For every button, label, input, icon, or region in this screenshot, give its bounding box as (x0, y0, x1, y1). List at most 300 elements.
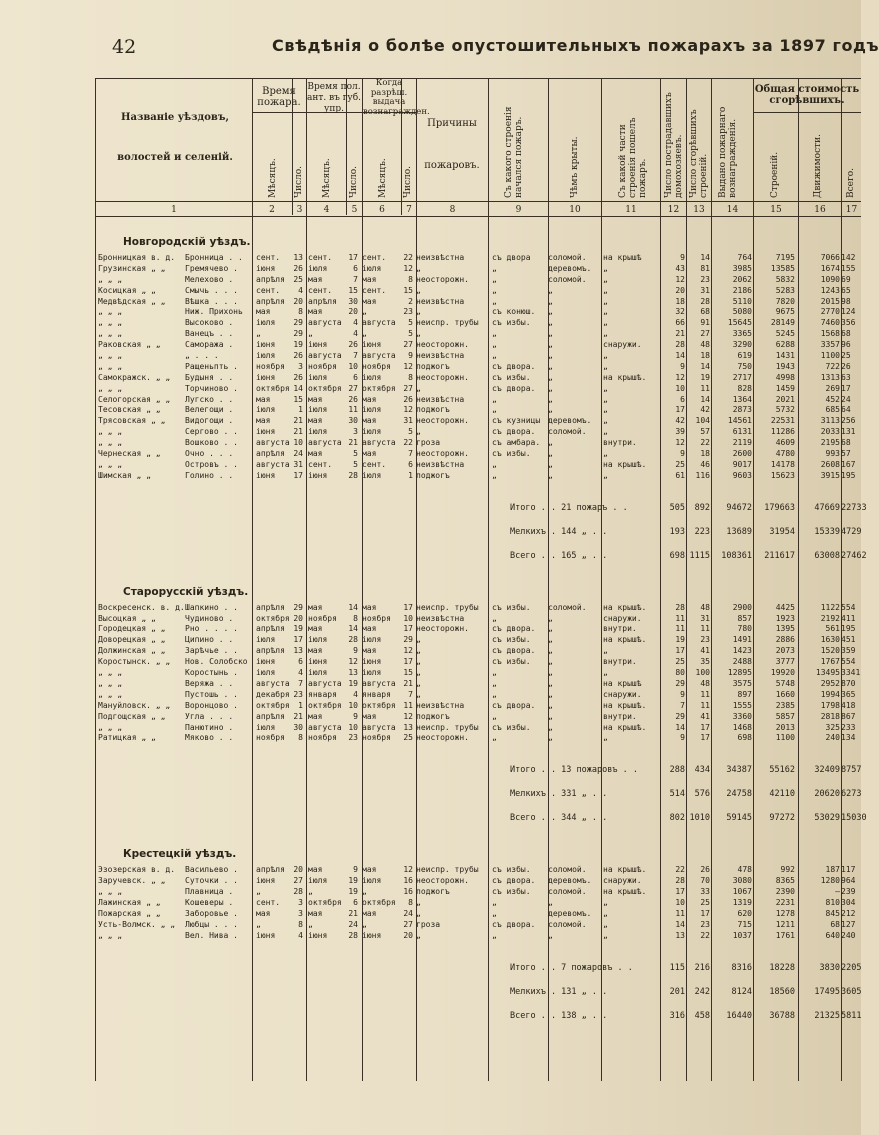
table-cell: Сергово . . (185, 427, 238, 437)
table-cell: 187 (825, 865, 840, 875)
table-cell: съ двора. (492, 700, 536, 710)
table-row (95, 646, 861, 657)
table-cell: 23 (700, 919, 710, 929)
table-cell: 7 (298, 678, 303, 688)
table-cell: 195 (841, 470, 856, 480)
table-cell: Ратицкая „ „ (98, 733, 156, 743)
table-cell: 14 (348, 624, 358, 634)
table-cell: мая (308, 307, 323, 317)
table-cell: „ (256, 919, 261, 929)
table-cell: 22 (700, 438, 710, 448)
table-cell: „ „ „ (98, 274, 123, 284)
table-cell: 993 (825, 449, 840, 459)
table-cell: октября (256, 613, 290, 623)
table-cell: 17 (348, 253, 358, 262)
table-cell: 25 (700, 897, 710, 907)
table-cell: августа (362, 318, 396, 328)
table-cell: 12895 (727, 668, 752, 678)
table-cell: іюня (362, 340, 382, 350)
table-cell: 9 (353, 711, 358, 721)
total-cell: 242 (694, 986, 710, 997)
table-cell: неизвѣстна (416, 459, 465, 469)
total-cell: 6273 (841, 789, 862, 800)
table-cell: іюля (362, 372, 382, 382)
table-cell: 41 (700, 646, 710, 656)
table-cell: мая (362, 711, 377, 721)
table-cell: 1 (298, 700, 303, 710)
table-cell: 7 (680, 700, 685, 710)
table-cell: „ „ „ (98, 689, 123, 699)
table-cell: сент. (362, 285, 387, 295)
table-cell: 8 (298, 307, 303, 317)
table-cell: Заручевск. „ „ (98, 876, 166, 886)
table-cell: 1491 (732, 635, 752, 645)
table-cell: съ конюш. (492, 307, 536, 317)
table-cell: 715 (737, 919, 752, 929)
total-cell: 1115 (689, 550, 710, 561)
table-cell: 46 (700, 459, 710, 469)
table-cell: 5245 (775, 329, 795, 339)
total-cell: 179663 (764, 502, 795, 513)
header-buildings: Строеній. (770, 151, 780, 198)
table-cell: 14 (700, 253, 710, 262)
table-cell: мая (362, 865, 377, 875)
table-cell: 2021 (775, 394, 795, 404)
table-cell: 1090 (820, 274, 840, 284)
table-cell: іюня (308, 470, 328, 480)
table-cell: Мяково . . (185, 733, 234, 743)
table-cell: 2186 (732, 285, 752, 295)
table-cell: „ (548, 678, 553, 688)
table-cell: 19 (348, 678, 358, 688)
table-cell: неизвѣстна (416, 351, 465, 361)
total-cell: 8316 (731, 962, 752, 973)
table-cell: 18 (700, 449, 710, 459)
table-cell: „ (548, 405, 553, 415)
table-cell: мая (362, 274, 377, 284)
table-cell: 17 (403, 602, 413, 612)
table-cell: 10 (348, 722, 358, 732)
table-cell: 26 (293, 372, 303, 382)
total-cell: 1010 (689, 813, 710, 824)
total-cell: 698 (669, 550, 685, 561)
table-cell: 10 (675, 897, 685, 907)
table-cell: „ (548, 613, 553, 623)
table-cell: 750 (737, 361, 752, 371)
table-cell: ноября (256, 361, 285, 371)
table-cell: 16 (403, 876, 413, 886)
table-cell: 992 (780, 865, 795, 875)
table-cell: 19 (293, 624, 303, 634)
table-cell: 17 (675, 405, 685, 415)
table-cell: апрѣля (256, 274, 285, 284)
table-cell: гроза (416, 919, 441, 929)
table-cell: 19 (348, 876, 358, 886)
table-cell: 2900 (732, 602, 752, 612)
table-cell: „ (492, 678, 497, 688)
table-cell: „ (603, 318, 608, 328)
table-cell: Шапкино . . (185, 602, 238, 612)
table-cell: августа (308, 722, 342, 732)
table-cell: Велегощи . (185, 405, 234, 415)
table-row (95, 307, 861, 318)
table-cell: 1067 (732, 887, 752, 897)
table-cell: 1122 (820, 602, 840, 612)
header-burnt-households: Число пострадавшихъ домохозяевъ. (664, 92, 684, 198)
table-cell: деревомъ. (548, 876, 592, 886)
total-cell: 63008 (814, 550, 840, 561)
table-cell: „ (416, 908, 421, 918)
table-cell: 28 (348, 470, 358, 480)
table-cell: 2770 (820, 307, 840, 317)
table-cell: мая (256, 416, 271, 426)
table-cell: „ (492, 908, 497, 918)
table-cell: 4780 (775, 449, 795, 459)
total-cell: 316 (669, 1010, 685, 1021)
table-cell: ноября (256, 733, 285, 743)
table-cell: 65 (841, 285, 851, 295)
table-cell: 3 (298, 897, 303, 907)
table-cell: „ (416, 285, 421, 295)
table-cell: 6 (353, 372, 358, 382)
table-cell: октября (308, 383, 342, 393)
table-cell: августа (362, 678, 396, 688)
table-cell: „ (256, 887, 261, 897)
page-title: Свѣдѣнія о болѣе опустошительныхъ пожарахъ за 1897 годъ (272, 36, 879, 55)
table-cell: 1459 (775, 383, 795, 393)
table-cell: 21 (293, 711, 303, 721)
table-cell: 14 (675, 919, 685, 929)
table-cell: мая (362, 602, 377, 612)
table-cell: „ (603, 908, 608, 918)
table-cell: „ (492, 897, 497, 907)
table-cell: съ двора. (492, 361, 536, 371)
table-cell: внутри. (603, 657, 637, 667)
table-cell: 7 (353, 351, 358, 361)
fire-records-table (95, 232, 867, 1042)
total-label: Итого . . 13 пожаровъ . . (510, 765, 638, 776)
table-cell: Панютино . (185, 722, 234, 732)
page-number: 42 (112, 36, 137, 58)
table-cell: „ (603, 351, 608, 361)
total-label: Итого . . 21 пожаръ . . (510, 502, 628, 513)
table-cell: поджогъ (416, 887, 450, 897)
table-cell: 10 (348, 361, 358, 371)
table-cell: 12 (675, 274, 685, 284)
table-cell: 7460 (820, 318, 840, 328)
table-cell: 233 (841, 722, 856, 732)
table-cell: съ двора. (492, 624, 536, 634)
table-cell: внутри. (603, 624, 637, 634)
column-number: 1 (171, 205, 177, 215)
table-cell: съ двора (492, 253, 531, 262)
table-cell: Воскресенск. в. д. (98, 602, 185, 612)
header-causes-bottom: пожаровъ. (424, 160, 480, 171)
table-cell: деревомъ. (548, 908, 592, 918)
table-cell: „ (548, 394, 553, 404)
table-cell: 31 (700, 285, 710, 295)
table-cell: 365 (841, 689, 856, 699)
table-cell: 15 (403, 285, 413, 295)
table-cell: 3915 (820, 470, 840, 480)
table-row (95, 253, 861, 264)
total-row (95, 782, 861, 806)
table-cell: 12 (403, 405, 413, 415)
table-cell: соломой. (548, 919, 587, 929)
table-cell: снаружи. (603, 613, 642, 623)
table-cell: на крышѣ. (603, 372, 647, 382)
table-cell: 867 (841, 711, 856, 721)
header-month: Мѣсяцъ. (378, 158, 388, 198)
table-cell: внутри. (603, 711, 637, 721)
table-cell: августа (362, 438, 396, 448)
table-cell: „ (603, 470, 608, 480)
table-cell: на крышѣ. (603, 722, 647, 732)
table-cell: апрѣля (256, 646, 285, 656)
table-cell: 1468 (732, 722, 752, 732)
table-cell: 2013 (775, 722, 795, 732)
table-cell: 4 (298, 930, 303, 940)
header-part: Съ какой части строенія пошелъ пожаръ. (618, 117, 648, 198)
table-cell: 17 (700, 908, 710, 918)
table-cell: 25 (293, 274, 303, 284)
table-cell: 828 (737, 383, 752, 393)
table-cell: 15 (403, 668, 413, 678)
table-cell: „ „ „ (98, 351, 123, 361)
table-cell: 11 (675, 624, 685, 634)
table-cell: „ (492, 613, 497, 623)
table-cell: августа (362, 351, 396, 361)
table-cell: на крышѣ. (603, 887, 647, 897)
table-cell: на крышѣ (603, 253, 642, 262)
table-cell: Бронница . . (185, 253, 243, 262)
table-cell: сент. (308, 285, 333, 295)
total-cell: 22733 (841, 502, 867, 513)
table-cell: апрѣля (256, 296, 285, 306)
table-cell: 5283 (775, 285, 795, 295)
table-cell: „ (603, 427, 608, 437)
table-cell: „ (603, 930, 608, 940)
table-cell: октября (362, 700, 396, 710)
table-cell: 256 (841, 416, 856, 426)
table-cell: „ (256, 329, 261, 339)
table-cell: „ „ „ (98, 307, 123, 317)
table-cell: 1994 (820, 689, 840, 699)
table-cell: на крышѣ. (603, 700, 647, 710)
table-cell: 870 (841, 678, 856, 688)
total-cell: 20620 (814, 789, 840, 800)
table-cell: 239 (841, 887, 856, 897)
table-cell: 6 (353, 897, 358, 907)
table-cell: 3290 (732, 340, 752, 350)
table-cell: 14561 (727, 416, 752, 426)
table-row (95, 449, 861, 460)
table-cell: 13 (348, 668, 358, 678)
table-cell: 7 (408, 449, 413, 459)
table-cell: соломой. (548, 427, 587, 437)
table-cell: соломой. (548, 887, 587, 897)
table-cell: мая (362, 908, 377, 918)
table-row (95, 635, 861, 646)
table-cell: 1568 (820, 329, 840, 339)
table-cell: августа (362, 722, 396, 732)
total-cell: 8124 (731, 986, 752, 997)
table-cell: Должинская „ „ (98, 646, 166, 656)
table-cell: 48 (700, 340, 710, 350)
table-cell: 14 (293, 383, 303, 393)
table-cell: „ „ „ (98, 459, 123, 469)
table-cell: 28 (700, 296, 710, 306)
table-cell: 116 (695, 470, 710, 480)
table-cell: 1037 (732, 930, 752, 940)
table-cell: 1660 (775, 689, 795, 699)
table-cell: 6131 (732, 427, 752, 437)
table-cell: „ „ „ (98, 383, 123, 393)
table-cell: „ (416, 263, 421, 273)
table-cell: „ (548, 722, 553, 732)
table-cell: мая (308, 449, 323, 459)
table-cell: 2886 (775, 635, 795, 645)
table-cell: „ (548, 470, 553, 480)
table-cell: неизвѣстна (416, 253, 465, 262)
total-cell: 434 (694, 765, 710, 776)
table-cell: 19 (348, 887, 358, 897)
total-cell: 94672 (726, 502, 752, 513)
table-cell: мая (256, 394, 271, 404)
table-cell: 212 (841, 908, 856, 918)
table-cell: 21 (348, 438, 358, 448)
table-cell: іюня (256, 930, 276, 940)
table-cell: 1 (408, 470, 413, 480)
table-cell: „ (603, 919, 608, 929)
table-cell: 64 (841, 405, 851, 415)
table-cell: „ (548, 449, 553, 459)
table-cell: іюля (308, 427, 328, 437)
table-cell: 1630 (820, 635, 840, 645)
table-cell: 28149 (770, 318, 795, 328)
table-cell: Медвѣдская „ „ (98, 296, 166, 306)
total-label: Мелкихъ . 144 „ . . (510, 526, 608, 537)
table-cell: 32 (675, 307, 685, 317)
column-number: 2 (269, 205, 275, 215)
table-cell: 7066 (820, 253, 840, 262)
table-cell: 25 (841, 351, 851, 361)
table-cell: 68 (841, 438, 851, 448)
table-cell: 142 (841, 253, 856, 262)
table-cell: 29 (293, 602, 303, 612)
table-cell: „ (308, 919, 313, 929)
table-cell: мая (308, 394, 323, 404)
total-row (95, 980, 861, 1004)
table-cell: „ (548, 329, 553, 339)
table-cell: іюля (256, 405, 276, 415)
table-cell: Голино . . (185, 470, 234, 480)
table-cell: „ (492, 668, 497, 678)
table-cell: 28 (293, 887, 303, 897)
total-cell: 15030 (841, 813, 867, 824)
table-cell: 3357 (820, 340, 840, 350)
table-cell: 5 (408, 329, 413, 339)
table-cell: „ (416, 307, 421, 317)
table-cell: 845 (825, 908, 840, 918)
table-cell: 23 (348, 733, 358, 743)
table-cell: Доворецкая „ „ (98, 635, 166, 645)
table-cell: „ „ „ (98, 722, 123, 732)
total-cell: 13689 (726, 526, 752, 537)
total-cell: 514 (669, 789, 685, 800)
header-notice-time: Время пол. ант. въ губ. упр. (307, 82, 362, 114)
table-cell: ноября (362, 733, 391, 743)
table-cell: неосторожн. (416, 416, 469, 426)
table-cell: 14 (675, 722, 685, 732)
table-cell: 2073 (775, 646, 795, 656)
table-cell: 1278 (775, 908, 795, 918)
table-cell: іюля (362, 405, 382, 415)
table-cell: 12 (403, 711, 413, 721)
table-cell: 13585 (770, 263, 795, 273)
table-cell: 9 (408, 351, 413, 361)
table-row (95, 340, 861, 351)
header-fire-time: Время пожара. (257, 86, 301, 108)
total-cell: 4729 (841, 526, 862, 537)
district-heading: Крестецкій уѣздъ. (123, 848, 237, 861)
total-cell: 8757 (841, 765, 862, 776)
table-cell: 1423 (732, 646, 752, 656)
table-row (95, 723, 861, 734)
table-cell: августа (308, 318, 342, 328)
table-cell: Воронцово . (185, 700, 238, 710)
table-cell: 24 (348, 919, 358, 929)
table-cell: 48 (700, 602, 710, 612)
total-cell: 17495 (814, 986, 840, 997)
table-cell: 6 (408, 459, 413, 469)
table-cell: 5 (353, 459, 358, 469)
table-cell: Косицкая „ „ (98, 285, 156, 295)
total-cell: 3605 (841, 986, 862, 997)
table-cell: Вел. Нива . (185, 930, 238, 940)
table-cell: „ (416, 635, 421, 645)
table-cell: 27 (403, 383, 413, 393)
table-cell: 21 (675, 329, 685, 339)
table-cell: съ избы. (492, 318, 531, 328)
table-cell: 5110 (732, 296, 752, 306)
table-cell: 39 (675, 427, 685, 437)
table-cell: ноября (308, 613, 337, 623)
table-cell: „ (492, 329, 497, 339)
table-cell: съ двора. (492, 876, 536, 886)
table-cell: іюня (256, 470, 276, 480)
table-cell: 764 (737, 253, 752, 262)
table-cell: неизвѣстна (416, 296, 465, 306)
table-cell: 14 (348, 602, 358, 612)
table-cell: Смычь . . . (185, 285, 238, 295)
table-cell: 1280 (820, 876, 840, 886)
column-number-rule (95, 216, 861, 217)
table-cell: „ „ „ (98, 930, 123, 940)
table-cell: 13 (675, 930, 685, 940)
table-cell: 81 (700, 263, 710, 273)
table-cell: 19920 (770, 668, 795, 678)
table-cell: мая (362, 416, 377, 426)
table-cell: 68 (700, 307, 710, 317)
total-cell: 505 (669, 502, 685, 513)
table-cell: 26 (348, 340, 358, 350)
total-row (95, 758, 861, 782)
table-cell: Мануйловск. „ „ (98, 700, 171, 710)
table-row (95, 264, 861, 275)
table-cell: неиспр. трубы (416, 318, 479, 328)
total-cell: 5811 (841, 1010, 862, 1021)
